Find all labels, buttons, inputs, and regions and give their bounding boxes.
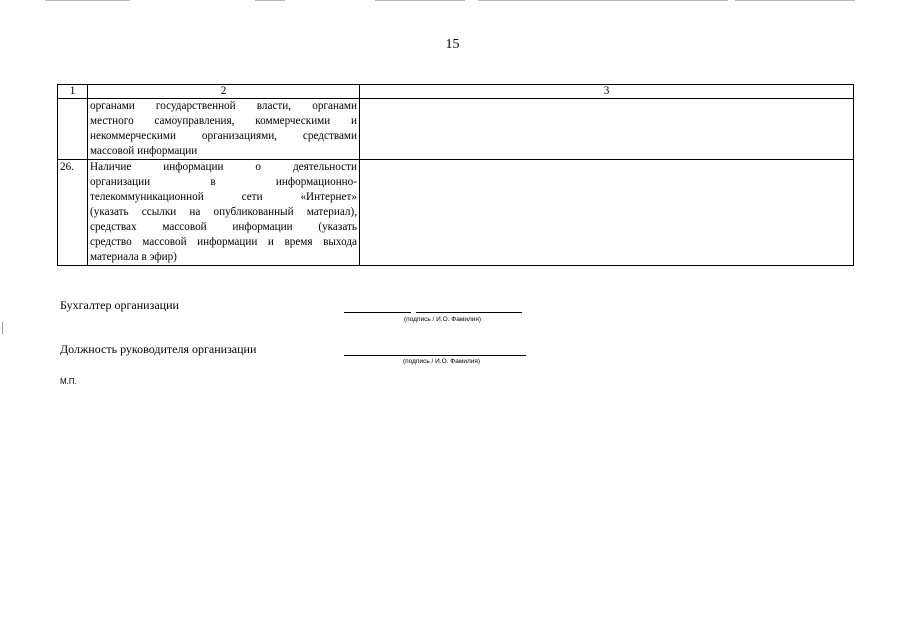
- stamp-place: М.П.: [60, 377, 77, 386]
- scan-artifact-line: [45, 0, 130, 1]
- description-line: некоммерческими организациями, средствами: [90, 130, 357, 142]
- column-header-1: 1: [58, 85, 88, 99]
- page-number: 15: [445, 37, 460, 52]
- row-description-cell: [88, 99, 360, 160]
- description-line: организации в информационно-: [90, 176, 357, 188]
- table-row: [58, 99, 854, 160]
- scan-artifact-line: [478, 0, 728, 1]
- column-header-2: 2: [88, 85, 360, 99]
- description-line: материала в эфир): [90, 251, 177, 263]
- table-header-row: [58, 85, 854, 99]
- description-line: телекоммуникационной сети «Интернет»: [90, 191, 357, 203]
- head-signature-line[interactable]: [344, 355, 526, 356]
- description-line: органами государственной власти, органами: [90, 100, 357, 112]
- head-signature-caption: (подпись / И.О. Фамилия): [403, 358, 481, 365]
- accountant-name-line[interactable]: [416, 312, 522, 313]
- table-row: [58, 160, 854, 266]
- row-description-cell: [88, 160, 360, 266]
- accountant-signature-caption: (подпись / И.О. Фамилия): [404, 316, 482, 323]
- scan-artifact-line: [375, 0, 465, 1]
- row-value-cell[interactable]: [360, 160, 854, 266]
- description-line: (указать ссылки на опубликованный материал),: [90, 206, 357, 218]
- accountant-label: Бухгалтер организации: [60, 298, 179, 312]
- description-line: средствах массовой информации (указать: [90, 221, 357, 233]
- row-number-cell: 26.: [58, 160, 88, 266]
- description-line: средство массовой информации и время выхода: [90, 236, 357, 248]
- description-line: массовой информации: [90, 145, 198, 157]
- head-position-label: Должность руководителя организации: [60, 342, 257, 356]
- scan-artifact-line: [735, 0, 855, 1]
- description-line: Наличие информации о деятельности: [90, 161, 357, 173]
- column-header-3: 3: [360, 85, 854, 99]
- scan-artifact-line: [255, 0, 285, 1]
- row-number-cell: [58, 99, 88, 160]
- description-line: местного самоуправления, коммерческими и: [90, 115, 357, 127]
- scan-margin-mark: [2, 322, 3, 334]
- form-table: [57, 84, 854, 266]
- accountant-signature-line[interactable]: [344, 312, 411, 313]
- row-value-cell[interactable]: [360, 99, 854, 160]
